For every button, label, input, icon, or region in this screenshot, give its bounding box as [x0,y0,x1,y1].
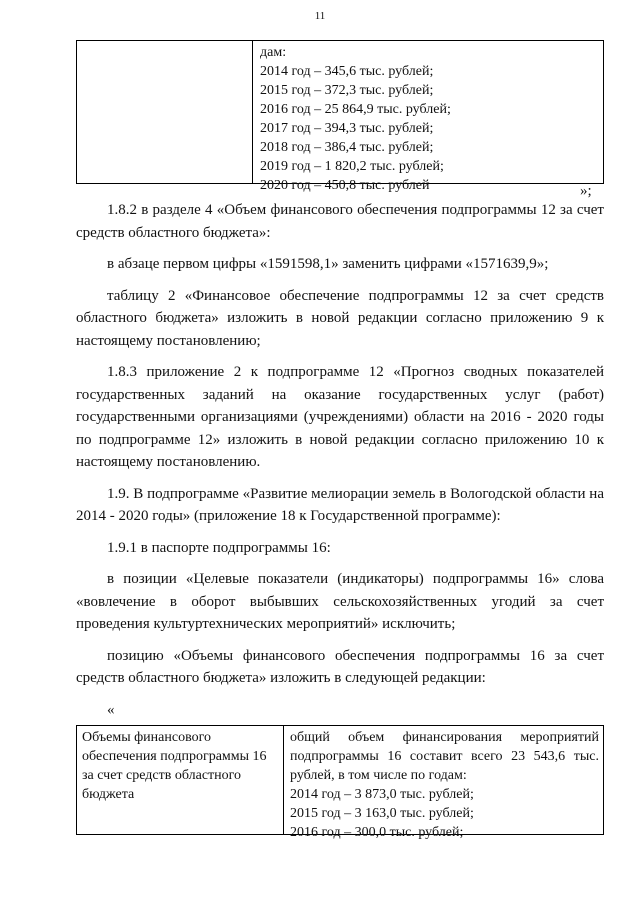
paragraph-first-abzac: в абзаце первом цифры «1591598,1» заменить цифрами «1571639,9»; [107,256,549,272]
table-line: 2016 год – 300,0 тыс. рублей; [290,825,464,840]
paragraph-1-9: 1.9. В подпрограмме «Развитие мелиорации земель в Вологодской области на 2014 - 2020 годы» (приложение 18 к Государственной программе): [76,485,604,524]
closing-quote-mark: »; [580,183,592,199]
table-line: 2020 год – 450,8 тыс. рублей [260,178,430,193]
opening-quote-mark: « [107,701,115,718]
table-line: 2015 год – 372,3 тыс. рублей; [260,83,434,98]
table-line: 2014 год – 345,6 тыс. рублей; [260,64,434,79]
table-empty-cell [77,41,253,183]
table-line: 2017 год – 394,3 тыс. рублей; [260,121,434,136]
table-line: 2018 год – 386,4 тыс. рублей; [260,140,434,155]
funding-table-subprogram-16 [76,725,604,840]
table-cell-years [253,41,603,193]
page-number: 11 [314,10,326,22]
paragraph-funding-position: позицию «Объемы финансового обеспечения подпрограммы 16 за счет средств областного бюджета» изложить в следующей редакции: [76,647,604,686]
paragraph-1-8-3: 1.8.3 приложение 2 к подпрограмме 12 «Прогноз сводных показателей государственных заданий на оказание государственных услуг (работ) государственными организациями (учреждениями) области на 2016 - 2020 годы по подпрограмме 12» изложить в новой редакции согласно приложению 10 к настоящему постановлению. [76,364,604,470]
document-body [76,199,604,721]
table-line: 2019 год – 1 820,2 тыс. рублей; [260,159,444,174]
table-cell-amounts [284,726,603,840]
table-line: 2014 год – 3 873,0 тыс. рублей; [290,787,474,802]
funding-table-continuation [76,40,604,193]
paragraph-target-indicators: в позиции «Целевые показатели (индикаторы) подпрограммы 16» слова «вовлечение в оборот выбывших сельскохозяйственных угодий за счет проведения культуртехнических мероприятий» исключить; [76,571,604,632]
table-line: 2016 год – 25 864,9 тыс. рублей; [260,102,451,117]
paragraph-1-9-1: 1.9.1 в паспорте подпрограммы 16: [107,539,331,556]
table-line: дам: [260,45,287,60]
paragraph-1-8-2: 1.8.2 в разделе 4 «Объем финансового обеспечения подпрограммы 12 за счет средств областного бюджета»: [76,202,604,241]
paragraph-table-2: таблицу 2 «Финансовое обеспечение подпрограммы 12 за счет средств областного бюджета» изложить в новой редакции согласно приложению 9 к настоящему постановлению; [76,287,604,349]
table-line: 2015 год – 3 163,0 тыс. рублей; [290,806,474,821]
table-intro-text: общий объем финансирования мероприятий подпрограммы 16 составит всего 23 543,6 тыс. рублей, в том числе по годам: [290,730,599,783]
table-cell-label: Объемы финансового обеспечения подпрограммы 16 за счет средств областного бюджета [77,726,284,834]
